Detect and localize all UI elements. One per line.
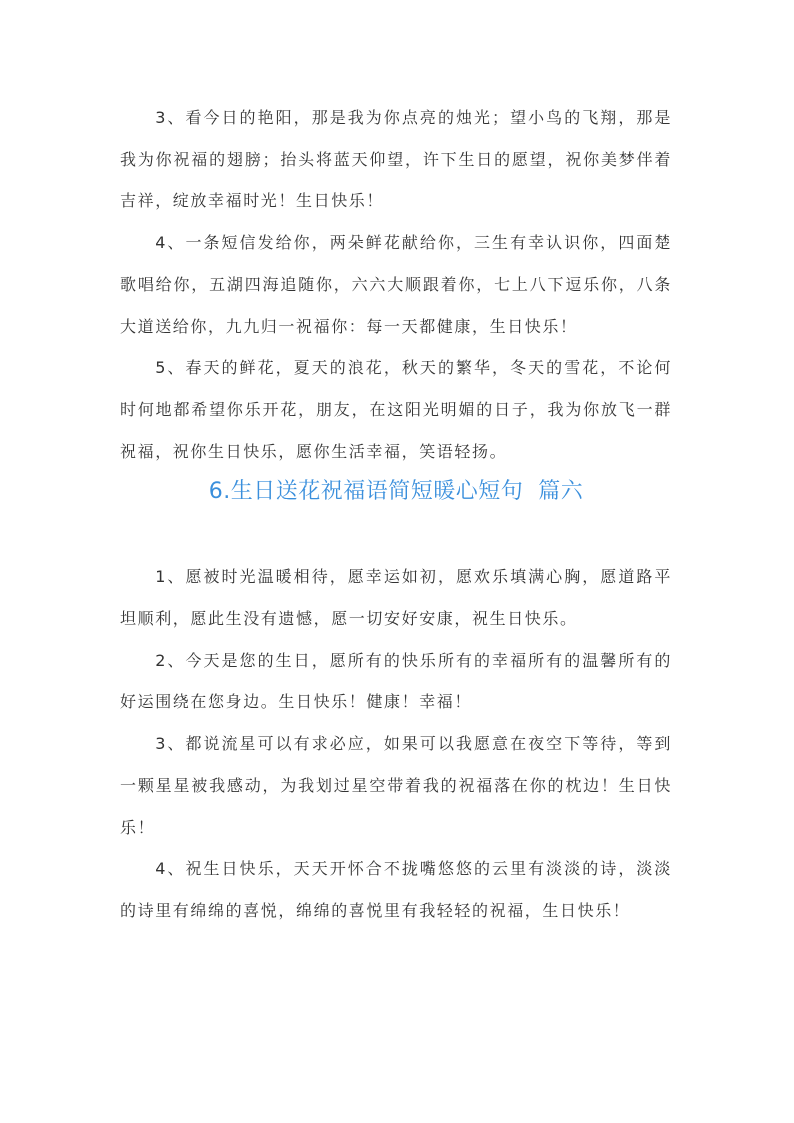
wish-paragraph-5: 5、春天的鲜花，夏天的浪花，秋天的繁华，冬天的雪花，不论何时何地都希望你乐开花，朋友，在这阳光明媚的日子，我为你放飞一群祝福，祝你生日快乐，愿你生活幸福，笑语轻扬。 — [120, 358, 672, 461]
wish-paragraph-4b: 4、祝生日快乐，天天开怀合不拢嘴悠悠的云里有淡淡的诗，淡淡的诗里有绵绵的喜悦，绵绵的喜悦里有我轻轻的祝福，生日快乐！ — [120, 859, 672, 920]
wish-paragraph-2: 2、今天是您的生日，愿所有的快乐所有的幸福所有的温馨所有的好运围绕在您身边。生日快乐！健康！幸福！ — [120, 650, 672, 712]
wish-paragraph-4: 4、一条短信发给你，两朵鲜花献给你，三生有幸认识你，四面楚歌唱给你，五湖四海追随你，六六大顺跟着你，七上八下逗乐你，八条大道送给你，九九归一祝福你：每一天都健康，生日快乐！ — [120, 233, 672, 336]
section-six-wishes — [120, 556, 672, 931]
section-heading: 6.生日送花祝福语简短暖心短句 篇六 — [208, 479, 584, 505]
wish-paragraph-3b: 3、都说流星可以有求必应，如果可以我愿意在夜空下等待，等到一颗星星被我感动，为我划过星空带着我的祝福落在你的枕边！生日快乐！ — [120, 734, 672, 837]
section-previous-wishes — [120, 97, 672, 472]
document-page — [120, 97, 672, 932]
wish-paragraph-1: 1、愿被时光温暖相待，愿幸运如初，愿欢乐填满心胸，愿道路平坦顺利，愿此生没有遗憾，愿一切安好安康，祝生日快乐。 — [120, 567, 672, 629]
wish-paragraph-3: 3、看今日的艳阳，那是我为你点亮的烛光；望小鸟的飞翔，那是我为你祝福的翅膀；抬头将蓝天仰望，许下生日的愿望，祝你美梦伴着吉祥，绽放幸福时光！生日快乐！ — [120, 108, 672, 211]
